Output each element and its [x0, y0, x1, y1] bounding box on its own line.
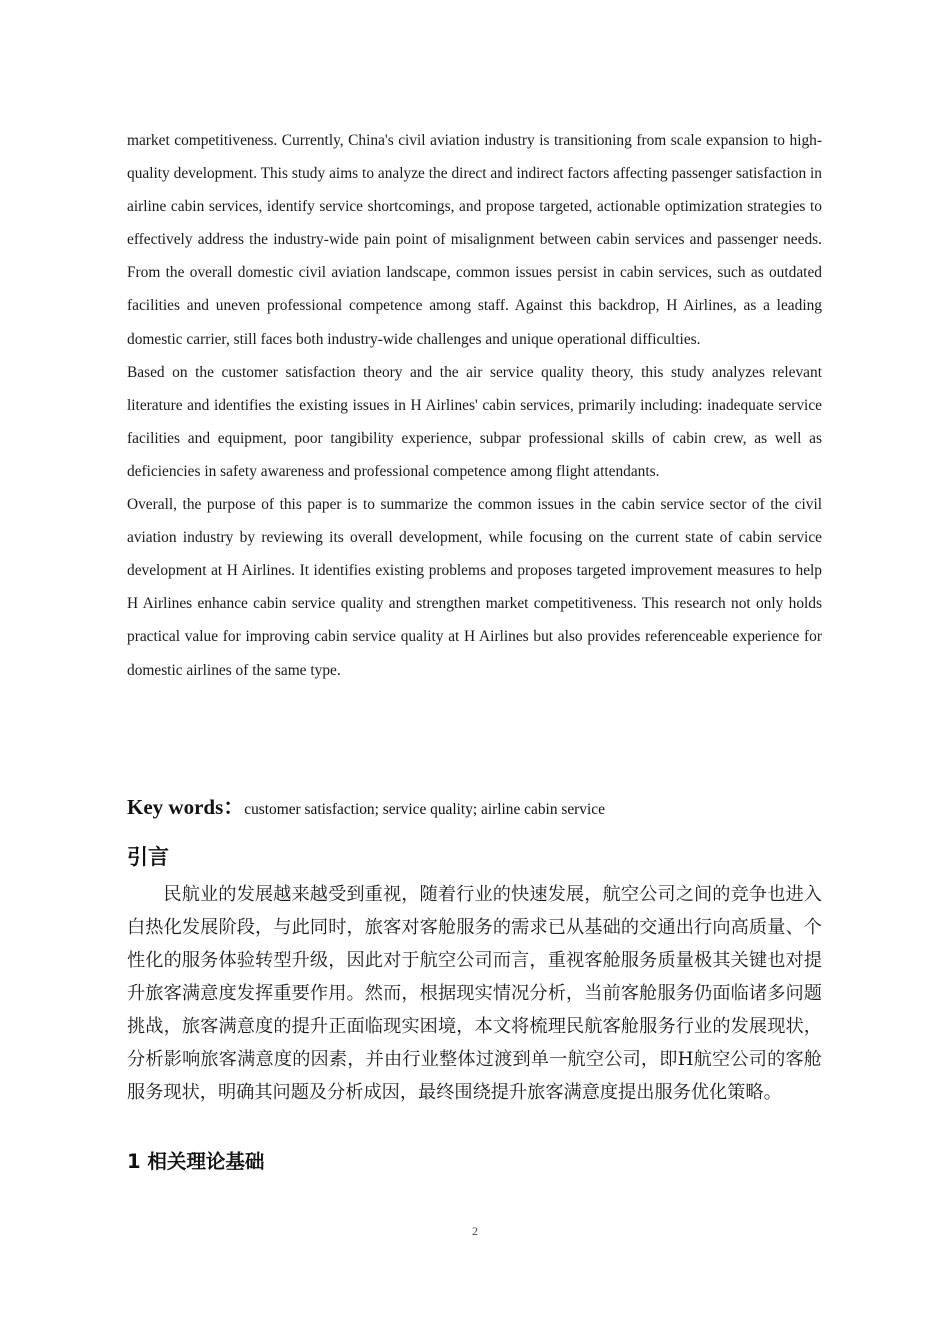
abstract-paragraph-3: Overall, the purpose of this paper is to summarize the common issues in the cabin service sector of the civil aviation industry by reviewing its overall development, while focusing on the current state of cabin service development at H Airlines. It identifies existing problems and proposes targeted improvement measures to help H Airlines enhance cabin service quality and strengthen market competitiveness. This research not only holds practical value for improving cabin service quality at H Airlines but also provides referenceable experience for domestic airlines of the same type.: [127, 496, 822, 679]
keywords-value: customer satisfaction; service quality; airline cabin service: [244, 801, 605, 818]
abstract-paragraph-1: market competitiveness. Currently, China's civil aviation industry is transitioning from scale expansion to high-quality development. This study aims to analyze the direct and indirect factors affecting passenger satisfaction in airline cabin services, identify service shortcomings, and propose targeted, actionable optimization strategies to effectively address the industry-wide pain point of misalignment between cabin services and passenger needs. From the overall domestic civil aviation landscape, common issues persist in cabin services, such as outdated facilities and uneven professional competence among staff. Against this backdrop, H Airlines, as a leading domestic carrier, still faces both industry-wide challenges and unique operational difficulties.: [127, 132, 822, 348]
introduction-paragraph: 民航业的发展越来越受到重视，随着行业的快速发展，航空公司之间的竞争也进入白热化发展阶段，与此同时，旅客对客舱服务的需求已从基础的交通出行向高质量、个性化的服务体验转型升级，因此对于航空公司而言，重视客舱服务质量极其关键也对提升旅客满意度发挥重要作用。然而，根据现实情况分析，当前客舱服务仍面临诸多问题挑战，旅客满意度的提升正面临现实困境，本文将梳理民航客舱服务行业的发展现状，分析影响旅客满意度的因素，并由行业整体过渡到单一航空公司，即H航空公司的客舱服务现状，明确其问题及分析成因，最终围绕提升旅客满意度提出服务优化策略。: [127, 884, 822, 1103]
keywords-label: Key words：: [127, 795, 245, 819]
keywords-line: [127, 791, 822, 821]
section-1-heading: 1 相关理论基础: [127, 1150, 265, 1173]
page-number: 2: [472, 1224, 478, 1238]
english-abstract: [127, 124, 822, 687]
introduction-heading: 引言: [127, 845, 169, 869]
abstract-paragraph-2: Based on the customer satisfaction theory and the air service quality theory, this study analyzes relevant literature and identifies the existing issues in H Airlines' cabin services, primarily including: inadequate service facilities and equipment, poor tangibility experience, subpar professional skills of cabin crew, as well as deficiencies in safety awareness and professional competence among flight attendants.: [127, 363, 822, 480]
